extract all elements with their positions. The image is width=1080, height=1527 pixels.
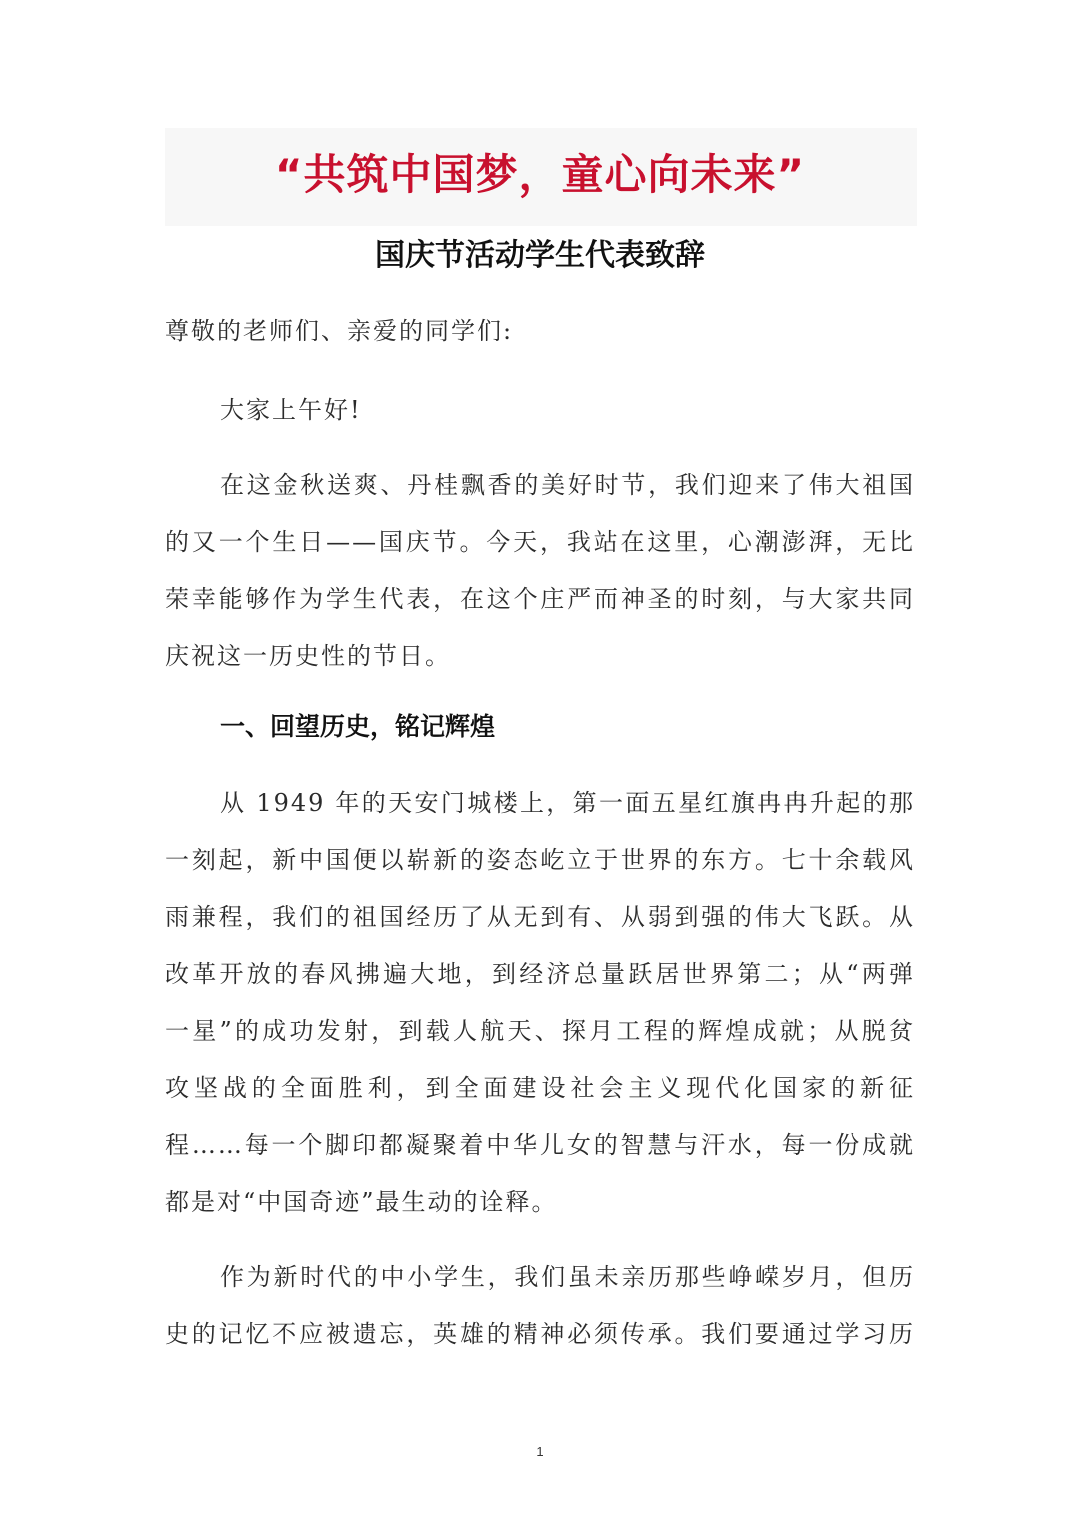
paragraph-1-line: 庆祝这一历史性的节日。 bbox=[165, 642, 451, 670]
paragraph-2-line: 从 1949 年的天安门城楼上，第一面五星红旗冉冉升起的那 bbox=[220, 789, 915, 817]
paragraph-1 bbox=[165, 457, 915, 685]
document-title: “共筑中国梦，童心向未来” bbox=[274, 150, 806, 199]
salutation-block bbox=[165, 303, 915, 360]
page-number: 1 bbox=[536, 1444, 544, 1459]
paragraph-2-line: 一星”的成功发射，到载人航天、探月工程的辉煌成就；从脱贫 bbox=[165, 1017, 915, 1045]
salutation: 尊敬的老师们、亲爱的同学们: bbox=[165, 317, 514, 345]
paragraph-1-line: 荣幸能够作为学生代表，在这个庄严而神圣的时刻，与大家共同 bbox=[165, 585, 915, 613]
paragraph-1-line: 的又一个生日——国庆节。今天，我站在这里，心潮澎湃，无比 bbox=[165, 528, 915, 556]
paragraph-3 bbox=[165, 1249, 915, 1363]
paragraph-2 bbox=[165, 775, 915, 1231]
paragraph-3-line: 作为新时代的中小学生，我们虽未亲历那些峥嵘岁月，但历 bbox=[220, 1263, 915, 1291]
section-heading: 一、回望历史，铭记辉煌 bbox=[220, 712, 496, 741]
paragraph-2-line: 雨兼程，我们的祖国经历了从无到有、从弱到强的伟大飞跃。从 bbox=[165, 903, 915, 931]
paragraph-2-line: 都是对“中国奇迹”最生动的诠释。 bbox=[165, 1188, 558, 1216]
paragraph-2-line: 改革开放的春风拂遍大地，到经济总量跃居世界第二；从“两弹 bbox=[165, 960, 915, 988]
document-subtitle: 国庆节活动学生代表致辞 bbox=[375, 238, 705, 273]
greeting-block bbox=[165, 382, 915, 439]
paragraph-3-line: 史的记忆不应被遗忘，英雄的精神必须传承。我们要通过学习历 bbox=[165, 1320, 915, 1348]
paragraph-2-line: 程……每一个脚印都凝聚着中华儿女的智慧与汗水，每一份成就 bbox=[165, 1131, 915, 1159]
paragraph-2-line: 攻坚战的全面胜利，到全面建设社会主义现代化国家的新征 bbox=[165, 1074, 915, 1102]
paragraph-1-line: 在这金秋送爽、丹桂飘香的美好时节，我们迎来了伟大祖国 bbox=[220, 471, 915, 499]
paragraph-2-line: 一刻起，新中国便以崭新的姿态屹立于世界的东方。七十余载风 bbox=[165, 846, 915, 874]
greeting: 大家上午好! bbox=[220, 396, 362, 424]
